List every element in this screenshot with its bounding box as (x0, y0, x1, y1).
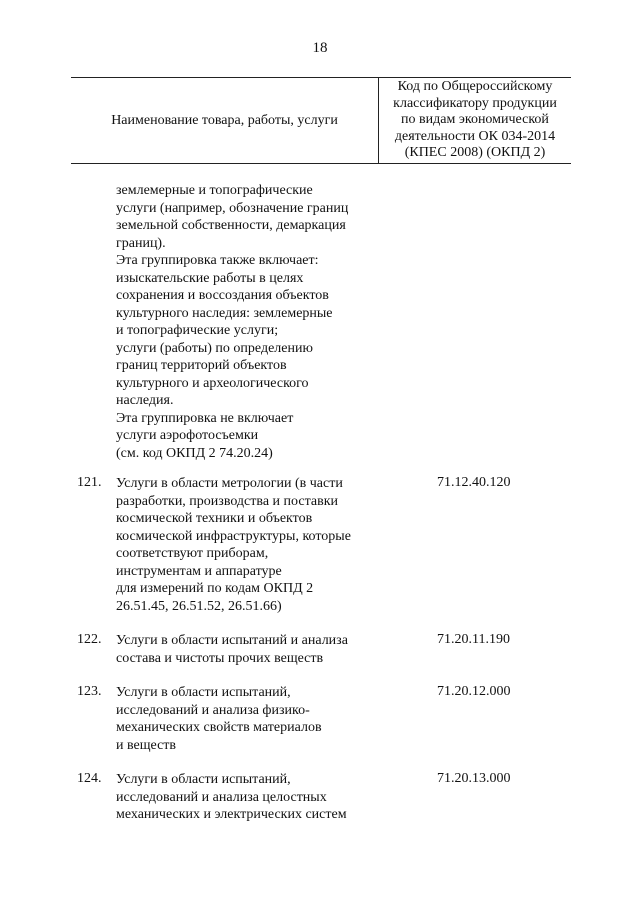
text-line: 26.51.45, 26.51.52, 26.51.66) (116, 598, 282, 614)
text-line: культурного наследия: землемерные (116, 305, 333, 321)
row-number: 123. (77, 684, 102, 699)
row-description (116, 771, 347, 824)
text-line: исследований и анализа физико- (116, 702, 310, 718)
header-code-line: Код по Общероссийскому (397, 79, 553, 95)
text-line: разработки, производства и поставки (116, 493, 338, 509)
text-line: для измерений по кодам ОКПД 2 (116, 581, 314, 596)
text-line: Услуги в области испытаний, (116, 685, 291, 700)
text-line: Услуги в области метрологии (в части (116, 476, 343, 491)
row-description (116, 684, 322, 754)
header-code-line: классификатору продукции (393, 95, 557, 111)
text-line: космической техники и объектов (116, 511, 313, 526)
row-code: 71.12.40.120 (437, 475, 511, 490)
table-header (71, 77, 571, 164)
text-line: космической инфраструктуры, которые (116, 528, 351, 544)
text-line: границ). (116, 235, 166, 251)
header-code-column (379, 78, 571, 163)
text-line: Услуги в области испытаний и анализа (116, 633, 348, 648)
text-line: и веществ (116, 737, 177, 753)
row-description (116, 475, 351, 615)
text-line: границ территорий объектов (116, 358, 287, 373)
header-code-line: деятельности ОК 034-2014 (394, 128, 556, 144)
header-name-column: Наименование товара, работы, услуги (111, 112, 338, 128)
header-code-line: по видам экономической (401, 112, 549, 128)
page-number: 18 (312, 40, 328, 56)
text-line: механических свойств материалов (116, 720, 322, 735)
text-line: инструментам и аппаратуре (116, 563, 282, 579)
text-line: землемерные и топографические (116, 183, 313, 198)
text-line: механических и электрических систем (116, 807, 347, 822)
text-line: услуги аэрофотосъемки (116, 428, 259, 443)
text-line: Эта группировка также включает: (116, 253, 319, 268)
text-line: (см. код ОКПД 2 74.20.24) (116, 445, 273, 461)
text-line: Услуги в области испытаний, (116, 772, 291, 787)
text-line: соответствуют приборам, (116, 546, 269, 561)
text-line: Эта группировка не включает (116, 410, 294, 426)
text-line: наследия. (116, 393, 174, 408)
text-line: культурного и археологического (116, 375, 309, 391)
text-line: изыскательские работы в целях (116, 270, 304, 286)
text-line: услуги (например, обозначение границ (116, 200, 349, 216)
continuation-text (116, 182, 348, 462)
text-line: состава и чистоты прочих веществ (116, 650, 324, 666)
header-code-line: (КПЕС 2008) (ОКПД 2) (404, 145, 546, 161)
text-line: сохранения и воссоздания объектов (116, 288, 329, 303)
row-code: 71.20.11.190 (437, 632, 510, 647)
row-number: 122. (77, 632, 102, 647)
text-line: исследований и анализа целостных (116, 789, 327, 805)
text-line: и топографические услуги; (116, 323, 279, 338)
row-number: 124. (77, 771, 102, 786)
row-code: 71.20.13.000 (437, 771, 511, 786)
text-line: земельной собственности, демаркация (116, 218, 346, 233)
row-description (116, 632, 348, 667)
text-line: услуги (работы) по определению (116, 340, 313, 356)
row-code: 71.20.12.000 (437, 684, 511, 699)
row-number: 121. (77, 475, 102, 490)
